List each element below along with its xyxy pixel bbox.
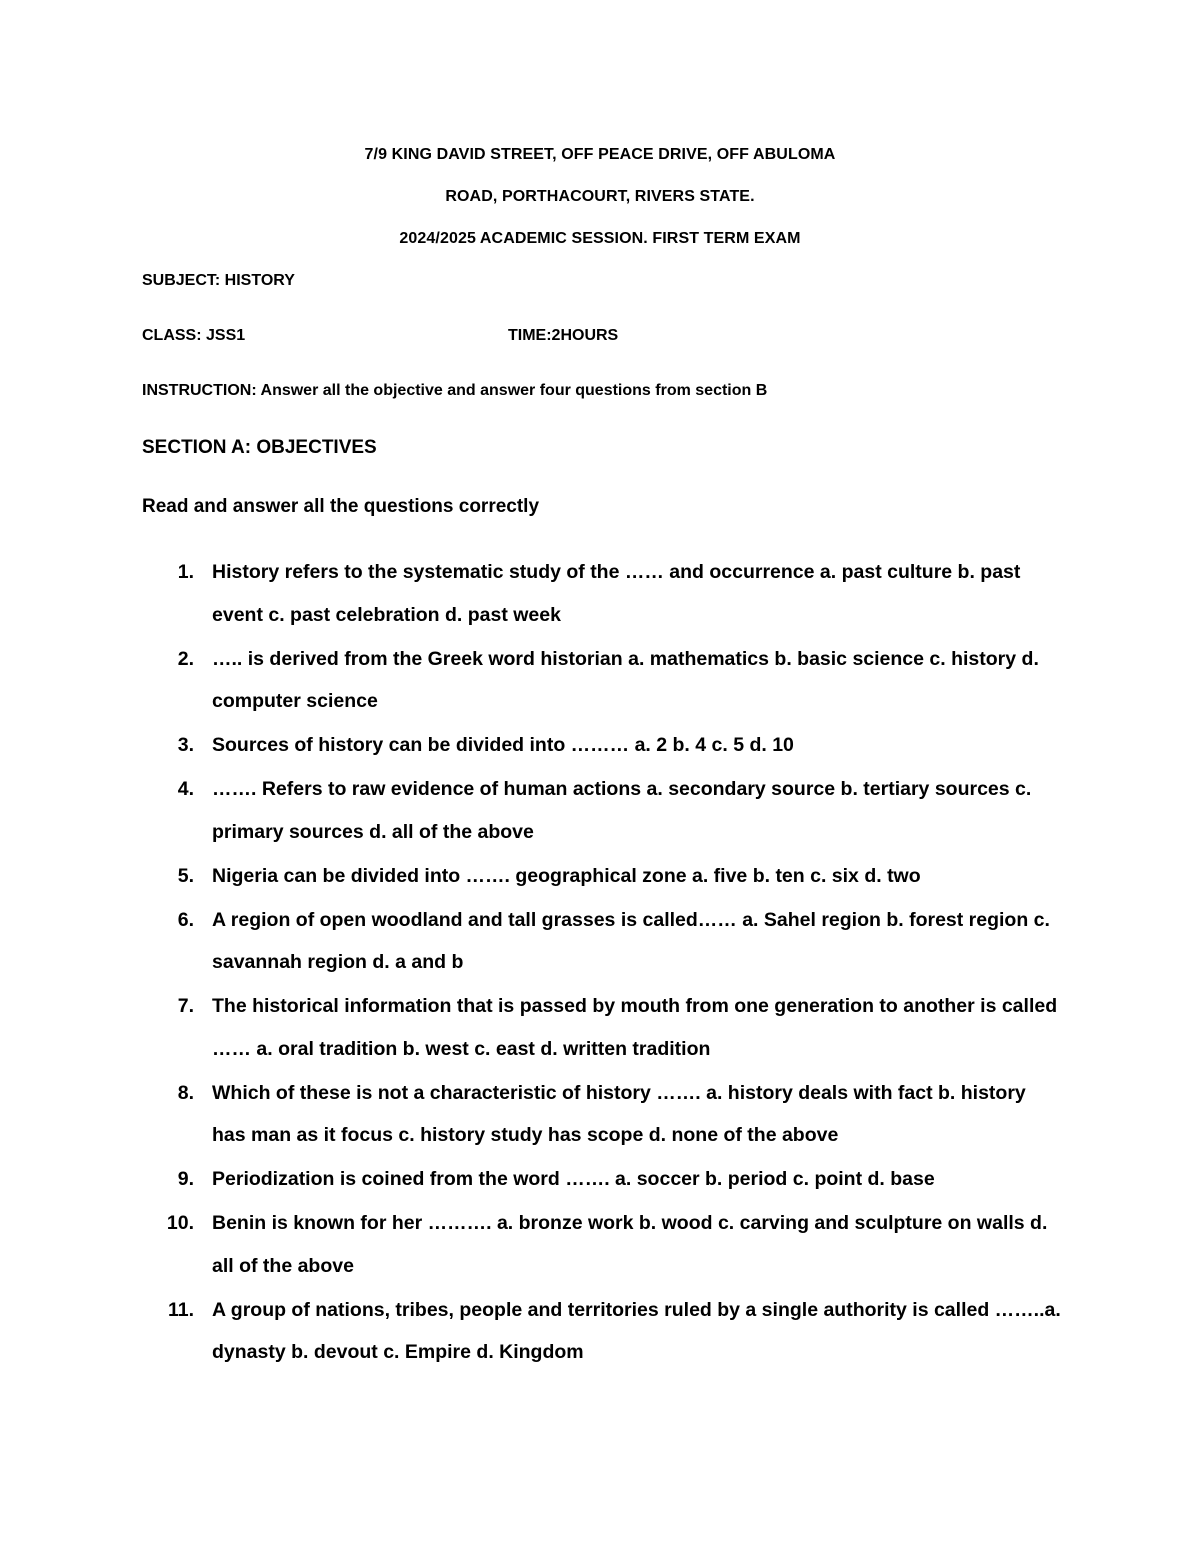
time-label: TIME:2HOURS [508, 327, 619, 344]
section-a-subtitle: Read and answer all the questions correctly [142, 496, 540, 517]
session-title: 2024/2025 ACADEMIC SESSION. FIRST TERM EXAM [399, 230, 801, 247]
question-text: Sources of history can be divided into ……… a. 2 b. 4 c. 5 d. 10 [212, 734, 794, 756]
question-list [142, 551, 1062, 1375]
question-text: A region of open woodland and tall grasses is called…… a. Sahel region b. forest region c. savannah region d. a and b [212, 908, 1050, 973]
question-number: 7. [177, 995, 194, 1017]
question-item [142, 855, 1062, 898]
address-line-1: 7/9 KING DAVID STREET, OFF PEACE DRIVE, OFF ABULOMA [364, 146, 836, 163]
question-item [142, 638, 1062, 723]
question-text: ……. Refers to raw evidence of human actions a. secondary source b. tertiary sources c. primary sources d. all of the above [212, 778, 1032, 843]
question-text: The historical information that is passed by mouth from one generation to another is called …… a. oral tradition b. west c. east d. written tradition [212, 995, 1058, 1060]
question-item [142, 899, 1062, 984]
question-item [142, 985, 1062, 1070]
question-number: 11. [167, 1298, 194, 1321]
question-text: Which of these is not a characteristic of history ……. a. history deals with fact b. history has man as it focus c. history study has scope d. none of the above [212, 1081, 1026, 1146]
question-text: Nigeria can be divided into ……. geographical zone a. five b. ten c. six d. two [212, 864, 921, 887]
question-number: 6. [177, 908, 194, 931]
question-number: 3. [177, 734, 194, 756]
question-text: History refers to the systematic study of the …… and occurrence a. past culture b. past event c. past celebration d. past week [212, 561, 1021, 626]
question-item [142, 724, 1062, 767]
question-number: 9. [177, 1168, 194, 1190]
question-item [142, 551, 1062, 636]
question-number: 4. [177, 778, 194, 800]
question-number: 1. [177, 561, 194, 583]
question-item [142, 1202, 1062, 1287]
question-text: ….. is derived from the Greek word historian a. mathematics b. basic science c. history d. computer science [212, 647, 1039, 712]
question-number: 10. [166, 1212, 194, 1234]
question-text: Periodization is coined from the word ……. a. soccer b. period c. point d. base [212, 1168, 935, 1190]
address-line-2: ROAD, PORTHACOURT, RIVERS STATE. [445, 188, 755, 205]
question-number: 5. [177, 864, 194, 887]
question-text: A group of nations, tribes, people and territories ruled by a single authority is called ……..a. dynasty b. devout c. Empire d. Kingdom [212, 1298, 1061, 1363]
question-text: Benin is known for her ………. a. bronze work b. wood c. carving and sculpture on walls d. all of the above [212, 1212, 1048, 1277]
question-item [142, 1158, 1062, 1201]
class-label: CLASS: JSS1 [142, 327, 246, 344]
question-item [142, 1072, 1062, 1157]
section-a-title: SECTION A: OBJECTIVES [142, 437, 377, 458]
instruction-text: INSTRUCTION: Answer all the objective and answer four questions from section B [142, 382, 768, 399]
question-number: 2. [177, 647, 194, 670]
question-number: 8. [177, 1081, 194, 1104]
question-item [142, 1289, 1062, 1374]
question-item [142, 768, 1062, 853]
subject-label: SUBJECT: HISTORY [142, 272, 295, 289]
